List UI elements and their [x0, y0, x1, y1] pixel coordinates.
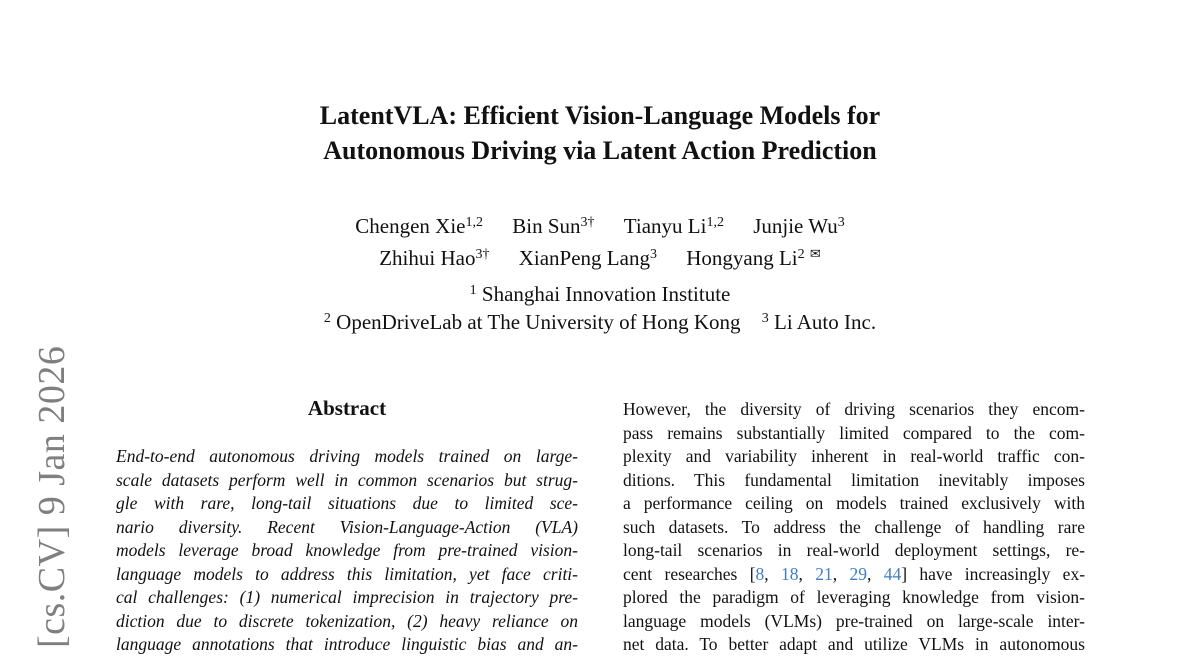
author-line-2 — [0, 240, 1200, 272]
abstract-line: models leverage broad knowledge from pre-trained vision- — [116, 540, 578, 560]
author — [686, 240, 821, 272]
body-line: pass remains substantially limited compared to the com- — [623, 422, 1085, 443]
author-name: Junjie Wu — [753, 214, 838, 238]
affiliation-name: Li Auto Inc. — [774, 310, 877, 334]
affiliation-name: OpenDriveLab at The University of Hong Kong — [336, 310, 741, 334]
abstract-line: nario diversity. Recent Vision-Language-Action (VLA) — [116, 516, 578, 537]
abstract-line: gle with rare, long-tail situations due to limited sce- — [116, 493, 578, 513]
citation-link[interactable]: 8 — [755, 563, 765, 584]
author-line-1 — [0, 212, 1200, 240]
author — [624, 212, 724, 240]
author — [519, 244, 657, 272]
author-affiliation-mark: 3† — [580, 215, 595, 230]
author-list — [0, 212, 1200, 272]
author-affiliation-mark: 2 — [797, 247, 805, 262]
affiliation-list — [0, 280, 1200, 336]
title-line: Autonomous Driving via Latent Action Prediction — [323, 136, 877, 165]
author — [753, 212, 845, 240]
author-name: Hongyang Li — [686, 246, 798, 270]
abstract-body — [116, 445, 578, 657]
author-name: Zhihui Hao — [379, 246, 476, 270]
author-name: Bin Sun — [512, 214, 581, 238]
body-text: cent researches [ — [623, 563, 756, 584]
affiliation-number: 2 — [323, 311, 331, 326]
body-line: However, the diversity of driving scenarios they encom- — [623, 399, 1085, 419]
abstract-heading: Abstract — [307, 396, 387, 420]
author — [512, 212, 594, 240]
body-text: ] have increasingly ex- — [901, 563, 1086, 584]
citation-link[interactable]: 29 — [849, 563, 867, 584]
affiliation-line-2 — [0, 308, 1200, 336]
affiliation-number: 1 — [469, 283, 477, 298]
citation-link[interactable]: 21 — [815, 563, 833, 584]
body-line: ditions. This fundamental limitation inevitably imposes — [623, 469, 1085, 490]
intro-body — [623, 398, 1085, 657]
abstract-line: scale datasets perform well in common scenarios but strug- — [116, 469, 578, 490]
abstract-line: diction due to discrete tokenization, (2) heavy reliance on — [116, 610, 578, 631]
affiliation-name: Shanghai Innovation Institute — [481, 282, 731, 306]
body-line: language models (VLMs) pre-trained on large-scale inter- — [623, 610, 1085, 631]
body-line: a performance ceiling on models trained exclusively with — [623, 493, 1085, 513]
body-line: long-tail scenarios in real-world deployment settings, re- — [623, 540, 1085, 560]
author-name: Chengen Xie — [355, 214, 466, 238]
body-line: such datasets. To address the challenge of handling rare — [623, 516, 1085, 537]
body-line: plexity and variability inherent in real-world traffic con- — [623, 446, 1085, 466]
envelope-icon: ✉ — [809, 246, 821, 261]
affiliation — [762, 308, 876, 336]
body-line: plored the paradigm of leveraging knowledge from vision- — [623, 587, 1085, 607]
affiliation-line-1 — [0, 280, 1200, 308]
author-affiliation-mark: 1,2 — [465, 215, 483, 230]
author-affiliation-mark: 3† — [475, 247, 490, 262]
body-line: net data. To better adapt and utilize VLMs in autonomous — [623, 634, 1085, 654]
paper-title — [0, 98, 1200, 168]
arxiv-identifier: [cs.CV] 9 Jan 2026 — [31, 345, 73, 648]
abstract-line: language models to address this limitation, yet face criti- — [116, 563, 578, 584]
author-affiliation-mark: 1,2 — [706, 215, 724, 230]
affiliation — [324, 308, 741, 336]
affiliation — [470, 280, 731, 308]
affiliation-number: 3 — [761, 311, 769, 326]
author — [355, 212, 483, 240]
citation-link[interactable]: 18 — [781, 563, 799, 584]
author-name: Tianyu Li — [623, 214, 707, 238]
body-line: cent researches [8, 18, 21, 29, 44] have increasingly ex- — [623, 563, 1086, 584]
citation-link[interactable]: 44 — [883, 563, 902, 584]
title-line: LatentVLA: Efficient Vision-Language Models for — [319, 101, 881, 130]
abstract-line: language annotations that introduce linguistic bias and an- — [116, 634, 578, 654]
abstract-line: End-to-end autonomous driving models trained on large- — [116, 446, 578, 466]
author — [379, 244, 489, 272]
author-name: XianPeng Lang — [518, 246, 650, 270]
abstract-line: cal challenges: (1) numerical imprecision in trajectory pre- — [116, 587, 578, 607]
author-affiliation-mark: 3 — [837, 215, 845, 230]
author-affiliation-mark: 3 — [649, 247, 657, 262]
